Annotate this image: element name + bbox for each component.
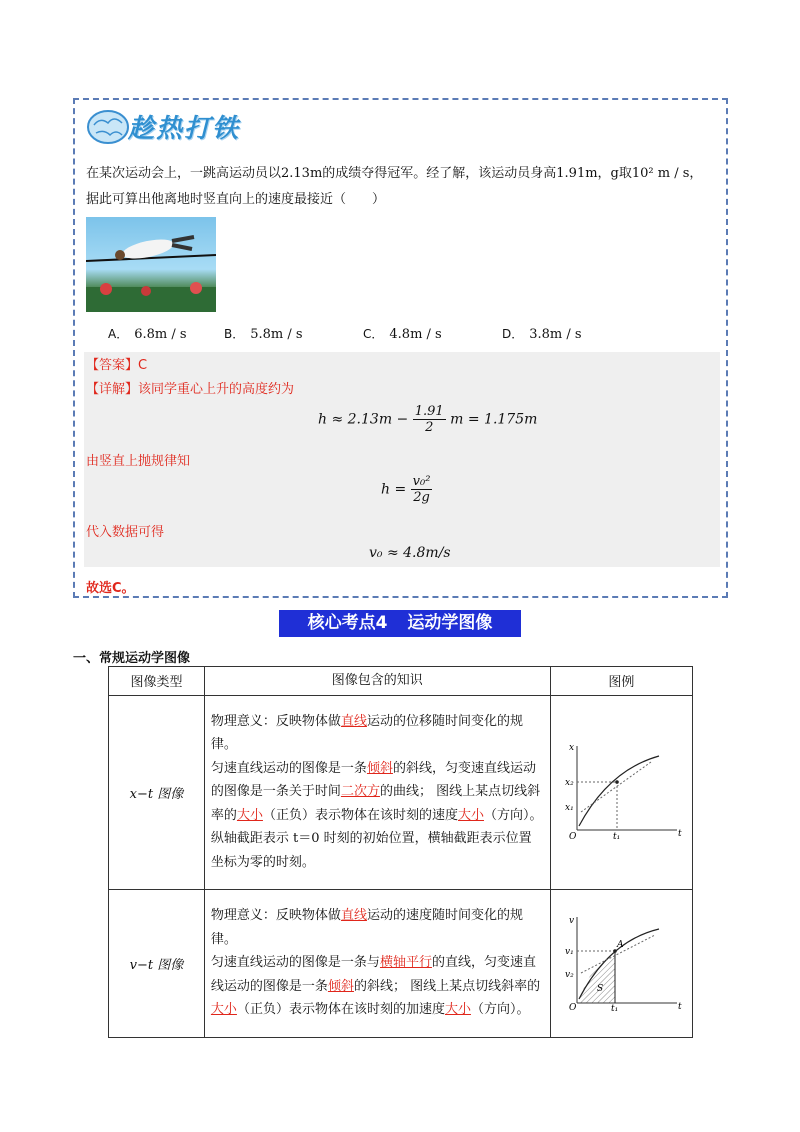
svg-text:x: x xyxy=(569,743,575,753)
svg-text:v: v xyxy=(569,916,575,926)
svg-text:A: A xyxy=(617,940,624,950)
svg-text:v₁: v₁ xyxy=(565,947,575,957)
question-line-2: 据此可算出他离地时竖直向上的速度最接近（ ） xyxy=(86,192,386,207)
option-d[interactable]: D． 3.8m / s xyxy=(502,327,582,342)
answer-label: 【答案】C xyxy=(86,358,148,373)
svg-text:S: S xyxy=(597,984,604,994)
svg-text:x₂: x₂ xyxy=(565,778,575,788)
header-knowledge: 图像包含的知识 xyxy=(204,667,550,696)
table-row xyxy=(109,695,693,889)
row-type-vt: v−t 图像 xyxy=(109,889,205,1037)
rule-text: 由竖直上抛规律知 xyxy=(86,454,191,469)
svg-text:t₁: t₁ xyxy=(613,832,621,840)
xt-graph xyxy=(559,740,683,840)
conclusion: 故选C。 xyxy=(86,581,135,596)
svg-text:t: t xyxy=(678,829,682,839)
option-b[interactable]: B． 5.8m / s xyxy=(224,327,303,342)
logo-title: 趁热打铁 xyxy=(128,114,241,144)
section-title: 核心考点4 运动学图像 xyxy=(279,610,521,637)
svg-text:O: O xyxy=(569,1003,577,1011)
option-a[interactable]: A． 6.8m / s xyxy=(108,327,187,342)
detail-text: 该同学重心上升的高度约为 xyxy=(138,382,295,397)
kinematics-graph-table xyxy=(108,666,693,1038)
formula-velocity: v₀ ≈ 4.8m/s xyxy=(369,545,451,561)
svg-text:t₁: t₁ xyxy=(611,1004,619,1011)
detail-line xyxy=(86,378,294,397)
table-header-row xyxy=(109,667,693,696)
formula-vertical-throw: h = $\frac{\text{v₀²}}{2g}$ xyxy=(381,474,431,505)
question-line-1: 在某次运动会上，一跳高运动员以2.13m的成绩夺得冠军。经了解，该运动员身高1.91m，g取10² m / s， xyxy=(86,166,703,181)
svg-text:x₁: x₁ xyxy=(565,803,575,813)
header-type: 图像类型 xyxy=(109,667,205,696)
substitute-text: 代入数据可得 xyxy=(86,525,165,540)
svg-text:t: t xyxy=(678,1002,682,1011)
vt-graph xyxy=(559,911,683,1011)
high-jump-photo xyxy=(86,217,216,312)
row-type-xt: x−t 图像 xyxy=(109,695,205,889)
formula-height: h ≈ 2.13m − $\frac{1.91}{2}$ m = 1.175m xyxy=(318,404,538,435)
svg-text:v₂: v₂ xyxy=(565,970,575,980)
row-knowledge-vt: 物理意义：反映物体做直线运动的速度随时间变化的规律。 匀速直线运动的图像是一条与横轴平行的直线，匀变速直线运动的图像是一条倾斜的斜线； 图线上某点切线斜率的大小（正负）表示物体在该时刻的加速度大小（方向）。 xyxy=(204,889,550,1037)
section-heading: 一、常规运动学图像 xyxy=(73,651,191,666)
row-graph-vt xyxy=(550,889,692,1037)
header-example: 图例 xyxy=(550,667,692,696)
svg-text:O: O xyxy=(569,832,577,840)
detail-label: 【详解】 xyxy=(86,382,139,397)
table-row xyxy=(109,889,693,1037)
row-knowledge-xt: 物理意义：反映物体做直线运动的位移随时间变化的规律。 匀速直线运动的图像是一条倾斜的斜线，匀变速直线运动的图像是一条关于时间二次方的曲线； 图线上某点切线斜率的大小（正负）表示物体在该时刻的速度大小（方向）。 纵轴截距表示 t＝0 时刻的初始位置，横轴截距表示位置坐标为零的时刻。 xyxy=(204,695,550,889)
option-c[interactable]: C． 4.8m / s xyxy=(363,327,442,342)
row-graph-xt xyxy=(550,695,692,889)
